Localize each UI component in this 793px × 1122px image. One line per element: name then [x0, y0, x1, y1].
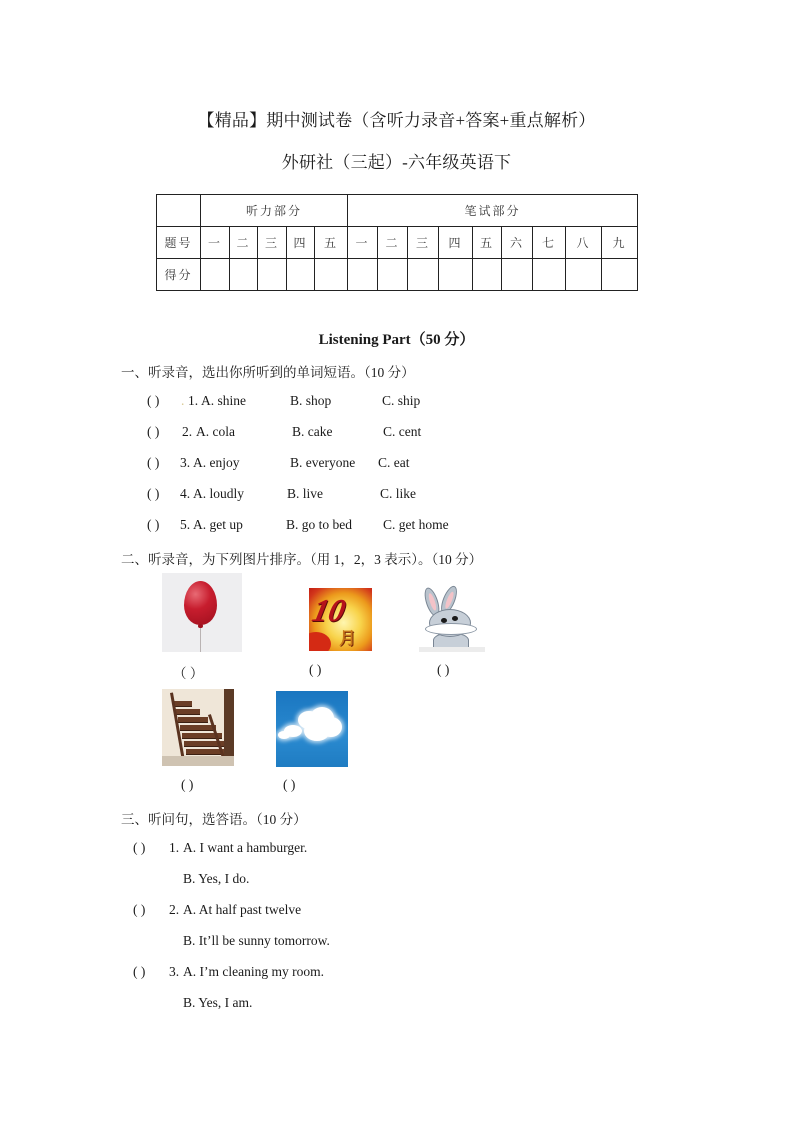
listening-number: 二	[230, 227, 258, 259]
option-a: A. At half past twelve	[183, 902, 302, 917]
option-b: B. cake	[292, 424, 333, 439]
written-number: 五	[473, 227, 502, 259]
option-a: A. loudly	[193, 486, 245, 501]
written-number: 三	[408, 227, 439, 259]
option-b: B. It’ll be sunny tomorrow.	[183, 933, 330, 948]
written-number: 一	[348, 227, 378, 259]
month-char: 月	[339, 629, 356, 649]
option-b: B. shop	[290, 393, 332, 408]
score-cell[interactable]	[473, 259, 502, 291]
question-number: 2.	[182, 424, 193, 439]
question-number-label: 题号	[157, 227, 201, 259]
picture-answer-blank[interactable]: ( )	[283, 777, 296, 792]
october-picture	[309, 588, 372, 651]
option-c: C. get home	[383, 517, 449, 532]
option-b: B. live	[287, 486, 323, 501]
score-cell[interactable]	[315, 259, 348, 291]
listening-number: 四	[287, 227, 315, 259]
balloon-picture	[162, 573, 242, 652]
score-cell[interactable]	[348, 259, 378, 291]
answer-blank[interactable]: ( )	[147, 393, 160, 408]
option-a: A. cola	[196, 424, 235, 439]
answer-blank[interactable]: ( )	[147, 424, 160, 439]
question-number: 4.	[180, 486, 191, 501]
score-table	[156, 194, 638, 291]
score-cell[interactable]	[502, 259, 533, 291]
score-cell[interactable]	[230, 259, 258, 291]
written-number: 八	[566, 227, 602, 259]
question-number: 1.	[188, 393, 199, 408]
listening-number: 五	[315, 227, 348, 259]
written-number: 六	[502, 227, 533, 259]
answer-blank[interactable]: ( )	[133, 964, 146, 979]
written-part-header: 笔试部分	[348, 195, 638, 227]
document-subtitle: 外研社（三起）-六年级英语下	[281, 153, 512, 172]
picture-answer-blank[interactable]: ( )	[437, 662, 450, 677]
score-cell[interactable]	[287, 259, 315, 291]
option-c: C. like	[380, 486, 416, 501]
written-number: 四	[439, 227, 473, 259]
listening-number: 一	[201, 227, 230, 259]
stairs-picture	[162, 689, 234, 766]
option-c: C. cent	[383, 424, 422, 439]
score-cell[interactable]	[201, 259, 230, 291]
question-number: 3.	[169, 964, 180, 979]
written-number: 七	[533, 227, 566, 259]
score-cell[interactable]	[378, 259, 408, 291]
section-1-heading: 一、听录音，选出你所听到的单词短语。（10 分）	[121, 365, 415, 380]
listening-part-heading: Listening Part（50 分）	[318, 332, 475, 348]
option-c: C. eat	[378, 455, 410, 470]
october-number-text: 10	[309, 592, 349, 628]
option-a: A. I’m cleaning my room.	[183, 964, 324, 979]
section-3-heading: 三、听问句，选答语。（10 分）	[121, 812, 307, 827]
bunny-picture	[419, 585, 485, 652]
question-number: 3.	[180, 455, 191, 470]
score-cell[interactable]	[533, 259, 566, 291]
written-number: 九	[602, 227, 638, 259]
option-b: B. go to bed	[286, 517, 352, 532]
option-c: C. ship	[382, 393, 421, 408]
picture-answer-blank[interactable]: ( )	[309, 662, 322, 677]
option-b: B. everyone	[290, 455, 356, 470]
table-corner-cell	[157, 195, 201, 227]
score-cell[interactable]	[602, 259, 638, 291]
listening-part-header: 听力部分	[201, 195, 348, 227]
answer-blank[interactable]: ( )	[147, 455, 160, 470]
answer-blank[interactable]: ( )	[133, 902, 146, 917]
section-2-heading: 二、听录音，为下列图片排序。（用 1，2，3 表示）。（10 分）	[121, 552, 483, 567]
written-number: 二	[378, 227, 408, 259]
option-a: A. enjoy	[193, 455, 240, 470]
option-b: B. Yes, I do.	[183, 871, 250, 886]
answer-blank[interactable]: ( )	[133, 840, 146, 855]
score-label: 得分	[157, 259, 201, 291]
answer-blank[interactable]: ( )	[147, 517, 160, 532]
option-a: A. I want a hamburger.	[183, 840, 308, 855]
balloon-icon	[184, 581, 217, 625]
option-a: A. get up	[193, 517, 243, 532]
answer-blank[interactable]: ( )	[147, 486, 160, 501]
cloud-picture	[276, 691, 348, 767]
document-title: 【精品】期中测试卷（含听力录音+答案+重点解析）	[197, 111, 596, 130]
question-number: 2.	[169, 902, 180, 917]
question-number: 5.	[180, 517, 191, 532]
option-a: A. shine	[201, 393, 246, 408]
option-b: B. Yes, I am.	[183, 995, 253, 1010]
score-cell[interactable]	[408, 259, 439, 291]
score-cell[interactable]	[439, 259, 473, 291]
score-cell[interactable]	[258, 259, 287, 291]
listening-number: 三	[258, 227, 287, 259]
picture-answer-blank[interactable]: （ ）	[173, 666, 204, 681]
question-number: 1.	[169, 840, 180, 855]
score-cell[interactable]	[566, 259, 602, 291]
picture-answer-blank[interactable]: ( )	[181, 777, 194, 792]
